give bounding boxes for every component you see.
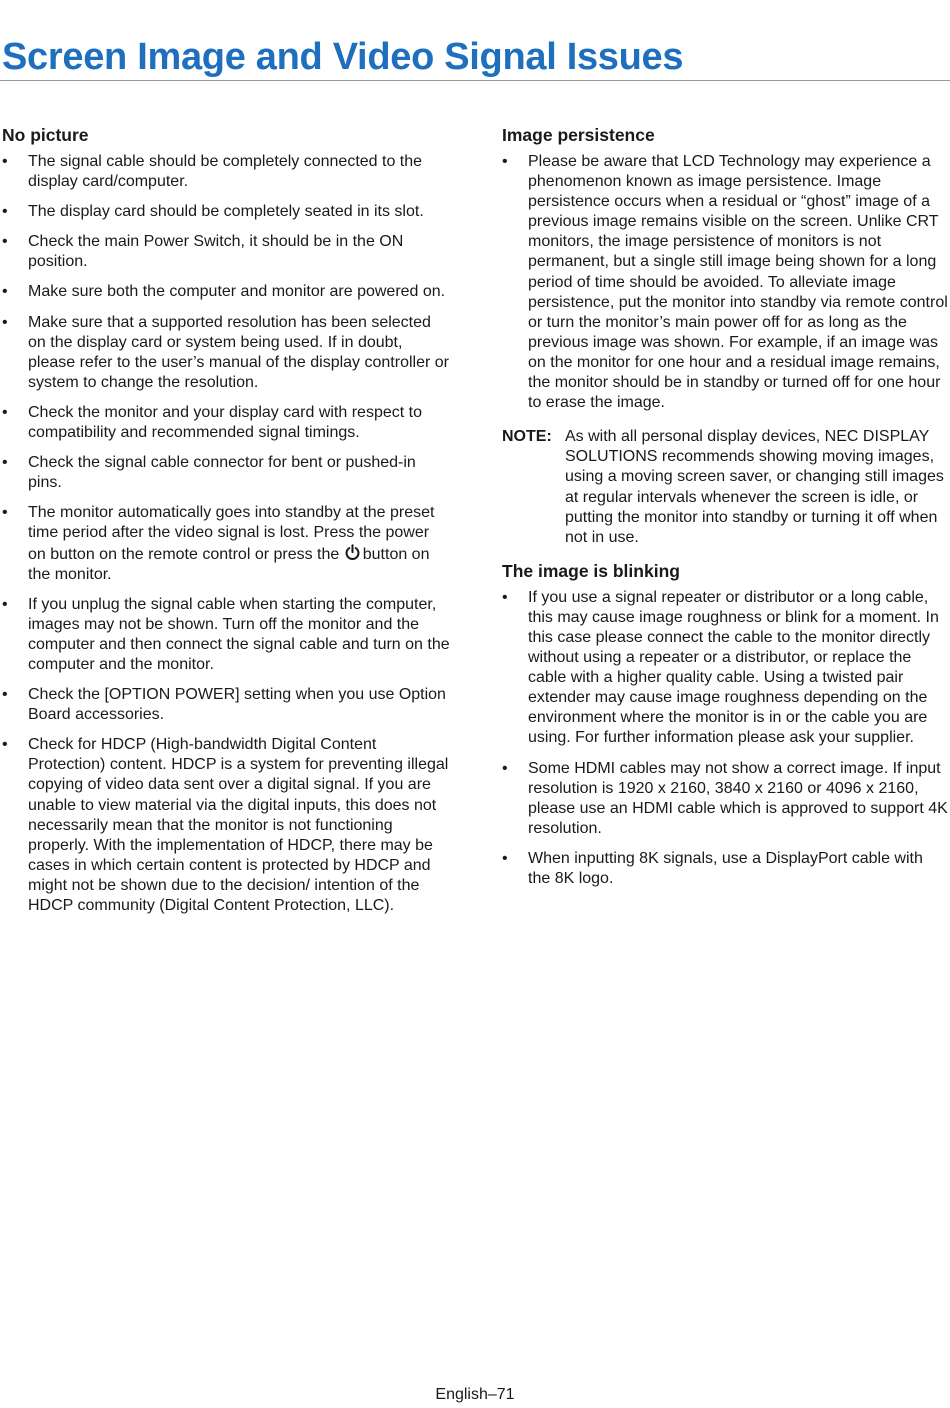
standby-text-suffix: button on the monitor. bbox=[28, 545, 430, 583]
list-item: • Check the signal cable connector for bent or pushed-in pins. bbox=[2, 453, 450, 493]
list-item: • The signal cable should be completely connected to the display card/computer. bbox=[2, 152, 450, 192]
note-block bbox=[502, 427, 948, 548]
section-heading-image-blinking: The image is blinking bbox=[502, 560, 680, 581]
section-heading-no-picture: No picture bbox=[2, 125, 89, 145]
list-item: • Some HDMI cables may not show a correct image. If input resolution is 1920 x 2160, 3840 x 2160 or 4096 x 2160, please use an HDMI cable which is approved to support 4K resolution. bbox=[502, 759, 948, 839]
list-item: • Check the [OPTION POWER] setting when you use Option Board accessories. bbox=[2, 685, 450, 725]
page-title: Screen Image and Video Signal Issues bbox=[2, 36, 684, 78]
image-blinking-list bbox=[502, 588, 948, 889]
list-item: • Check for HDCP (High-bandwidth Digital Content Protection) content. HDCP is a system for preventing illegal copying of video data sent over a digital signal. If you are unable to view material via the digital inputs, this does not necessarily mean that the monitor is not functioning properly. With the implementation of HDCP, there may be cases in which certain content is protected by HDCP and might not be shown due to the decision/ intention of the HDCP community (Digital Content Protection, LLC). bbox=[2, 735, 450, 916]
list-item-standby bbox=[2, 503, 450, 584]
left-column bbox=[2, 124, 450, 926]
list-item: • Make sure both the computer and monitor are powered on. bbox=[2, 282, 450, 302]
power-icon bbox=[344, 544, 361, 561]
list-item: • Check the main Power Switch, it should be in the ON position. bbox=[2, 232, 450, 272]
list-item: • If you use a signal repeater or distributor or a long cable, this may cause image roughness or blink for a moment. In this case please connect the cable to the monitor directly without using a repeater or a distributor, or replace the cable with a higher quality cable. Using a twisted pair extender may cause image roughness depending on the environment where the monitor is in or the cable you are using. For further information please ask your supplier. bbox=[502, 588, 948, 749]
page-number: English–71 bbox=[435, 1386, 515, 1403]
note-text: As with all personal display devices, NEC DISPLAY SOLUTIONS recommends showing moving images, using a moving screen saver, or changing still images at regular intervals whenever the screen is idle, or putting the monitor into standby or turning it off when not in use. bbox=[565, 428, 944, 546]
list-item: • Please be aware that LCD Technology may experience a phenomenon known as image persistence. Image persistence occurs when a residual or “ghost” image of a previous image remains visible on the screen. Unlike CRT monitors, the image persistence of monitors is not permanent, but a single still image being shown for a long period of time should be avoided. To alleviate image persistence, put the monitor into standby via remote control or turn the monitor’s main power off for as long as the previous image was shown. For example, if an image was on the monitor for one hour and a residual image remains, the monitor should be in standby or turned off for one hour to erase the image. bbox=[502, 152, 948, 413]
right-column bbox=[502, 124, 948, 899]
list-item: • Make sure that a supported resolution has been selected on the display card or system being used. If in doubt, please refer to the user’s manual of the display controller or system to change the resolution. bbox=[2, 313, 450, 393]
no-picture-list bbox=[2, 152, 450, 916]
image-persistence-list bbox=[502, 152, 948, 413]
list-item: • When inputting 8K signals, use a DisplayPort cable with the 8K logo. bbox=[502, 849, 948, 889]
title-divider bbox=[0, 80, 950, 81]
note-label: NOTE: bbox=[502, 428, 552, 446]
list-item: • Check the monitor and your display card with respect to compatibility and recommended signal timings. bbox=[2, 403, 450, 443]
list-item: • The display card should be completely seated in its slot. bbox=[2, 202, 450, 222]
standby-text: The monitor automatically goes into standby at the preset time period after the video signal is lost. Press the power on button on the remote control or press the bbox=[28, 504, 435, 563]
list-item: • If you unplug the signal cable when starting the computer, images may not be shown. Turn off the monitor and the computer and then connect the signal cable and turn on the computer and the monitor. bbox=[2, 595, 450, 675]
section-heading-image-persistence: Image persistence bbox=[502, 125, 655, 145]
